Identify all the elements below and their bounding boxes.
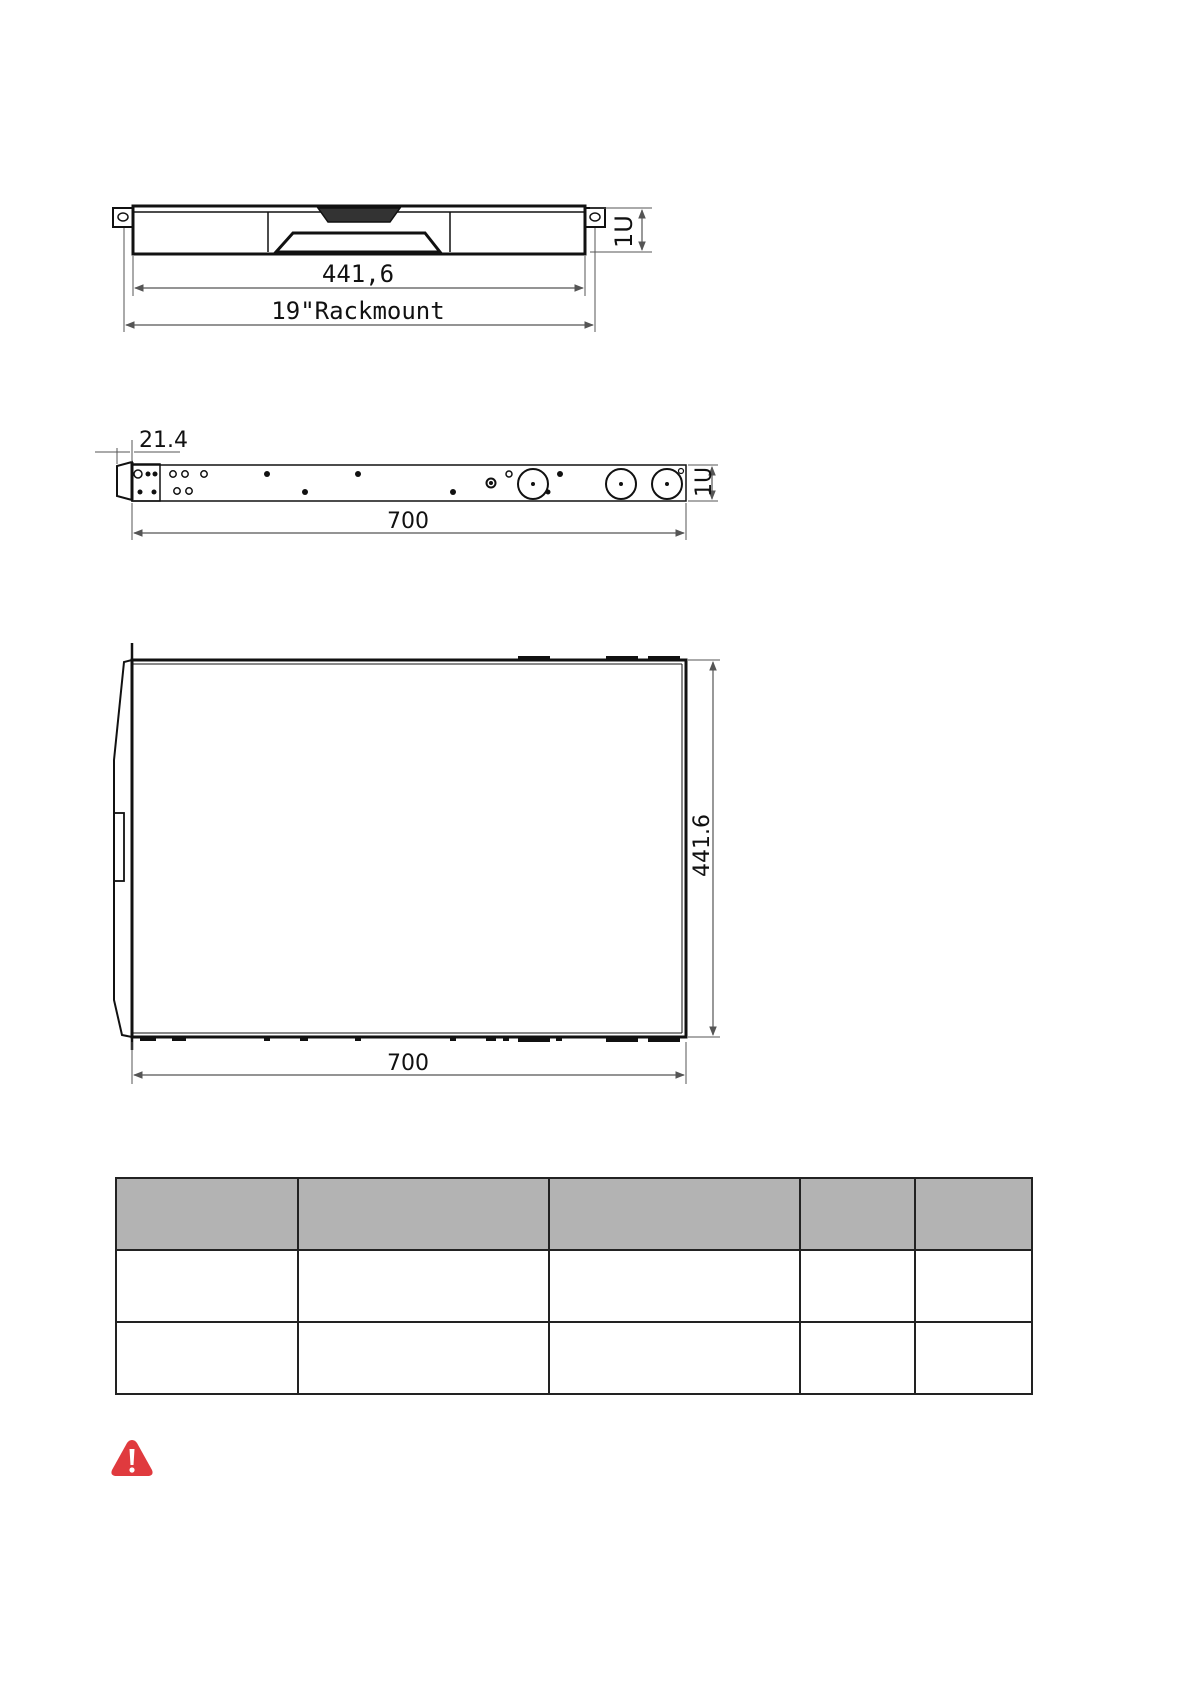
table-cell	[915, 1322, 1032, 1394]
left-rack-ear	[113, 208, 133, 227]
header-cell	[298, 1178, 549, 1250]
top-depth-dim: 700	[387, 1051, 429, 1076]
side-ear-dim: 21.4	[139, 428, 188, 453]
header-cell	[116, 1178, 298, 1250]
table-cell	[116, 1250, 298, 1322]
side-height-dim: 1U	[692, 466, 717, 497]
table-cell	[800, 1250, 915, 1322]
front-rack-dim: 19"Rackmount	[271, 297, 445, 325]
spec-table	[115, 1177, 1033, 1395]
side-chassis	[132, 465, 686, 501]
table-header-row	[116, 1178, 1032, 1250]
table-cell	[116, 1322, 298, 1394]
header-cell	[800, 1178, 915, 1250]
side-view	[95, 428, 718, 540]
top-chassis	[132, 660, 686, 1037]
table-cell	[298, 1322, 549, 1394]
front-width-dim: 441,6	[321, 260, 395, 288]
table-row	[116, 1250, 1032, 1322]
right-rack-ear	[585, 208, 605, 227]
front-height-dim: 1U	[610, 215, 638, 248]
table-cell	[915, 1250, 1032, 1322]
header-cell	[549, 1178, 800, 1250]
front-view	[113, 206, 652, 332]
table-row	[116, 1322, 1032, 1394]
header-cell	[915, 1178, 1032, 1250]
table-cell	[549, 1250, 800, 1322]
table-cell	[549, 1322, 800, 1394]
top-view	[114, 643, 720, 1084]
warning-icon	[110, 1437, 154, 1479]
table-cell	[298, 1250, 549, 1322]
top-width-dim: 441.6	[690, 814, 715, 877]
side-rack-ear	[132, 464, 160, 501]
top-view-handle	[114, 813, 124, 881]
side-depth-dim: 700	[387, 509, 429, 534]
table-cell	[800, 1322, 915, 1394]
